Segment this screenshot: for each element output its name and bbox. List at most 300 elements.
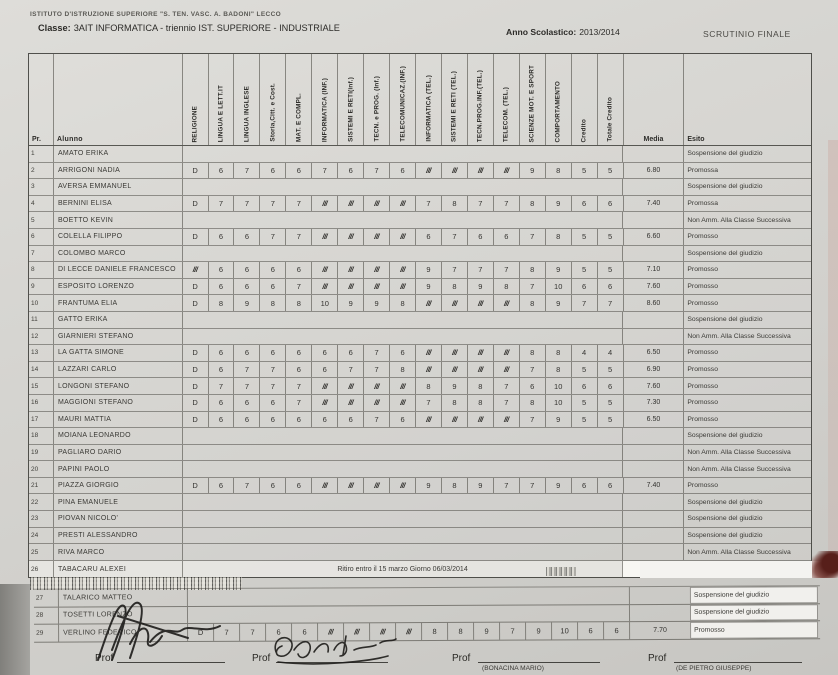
grade-cell: 9	[545, 412, 571, 428]
grade-cell: 7	[233, 378, 259, 394]
grade-cell: 6	[337, 345, 363, 361]
student-name: ARRIGONI NADIA	[53, 163, 182, 179]
grade-cell: ///	[389, 262, 415, 278]
grade-cell: 7	[415, 395, 441, 411]
media-cell	[622, 511, 683, 527]
student-name: PIAZZA GIORGIO	[53, 478, 182, 494]
subject-header-label: SISTEMI E RETI (TEL.)	[450, 70, 458, 142]
subject-header-label: SISTEMI E RETI(inf.)	[347, 77, 355, 142]
subject-header-label: TECN.PROG.INF.(TEL.)	[476, 69, 484, 142]
esito-cell: Promosso	[683, 279, 811, 295]
grade-cell: 7	[363, 345, 389, 361]
row-number: 23	[31, 515, 39, 523]
student-row	[29, 196, 811, 213]
row-number: 21	[31, 482, 39, 490]
grade-cell: 6	[285, 478, 311, 494]
row-number: 11	[31, 316, 38, 324]
student-name: AMATO ERIKA	[53, 146, 182, 162]
esito-cell: Promosso	[683, 345, 811, 361]
grade-cell: 6	[265, 624, 291, 641]
grade-cell: ///	[369, 623, 395, 640]
row-number: 6	[31, 233, 35, 241]
grade-cell: 7	[285, 196, 311, 212]
grade-cell: 7	[259, 229, 285, 245]
student-row	[29, 428, 811, 445]
subject-header-label: TECN. e PROG. (Inf.)	[373, 76, 381, 142]
grade-cell: ///	[182, 262, 208, 278]
scanner-edge-shadow	[0, 584, 30, 675]
student-row	[29, 362, 811, 379]
grade-cell: ///	[441, 362, 467, 378]
prof-label: Prof	[648, 653, 667, 664]
grade-cell: 7	[493, 478, 519, 494]
empty-grades-cell	[182, 146, 623, 162]
esito-cell: Promosso	[683, 229, 811, 245]
media-cell: 7.60	[623, 378, 684, 394]
grade-cell: 6	[259, 279, 285, 295]
media-cell	[622, 146, 683, 162]
row-number: 24	[31, 531, 39, 539]
grade-cell: 6	[415, 229, 441, 245]
grade-cell: 7	[493, 196, 519, 212]
grade-cell: 6	[285, 163, 311, 179]
grade-cell: 7	[493, 395, 519, 411]
row-number: 18	[31, 432, 39, 440]
grade-cell: 6	[259, 262, 285, 278]
grade-cell: ///	[415, 345, 441, 361]
grade-cell: 9	[467, 478, 493, 494]
prof-name: (BONACINA MARIO)	[482, 665, 544, 672]
grade-cell: 7	[311, 163, 337, 179]
row-number: 17	[31, 415, 39, 423]
row-number: 20	[31, 465, 39, 473]
red-ink-blotch	[812, 551, 838, 578]
grade-cell: ///	[441, 295, 467, 311]
media-cell: 7.40	[623, 478, 684, 494]
table-header-row	[29, 54, 811, 146]
grade-cell: 9	[473, 623, 499, 640]
grade-cell: 7	[441, 262, 467, 278]
esito-cell: Promosso	[683, 295, 811, 311]
grade-cell: 9	[415, 279, 441, 295]
esito-cell: Sospensione del giudizio	[683, 428, 811, 444]
grade-cell: 9	[525, 623, 551, 640]
grade-cell: 6	[285, 262, 311, 278]
empty-grades-cell	[187, 605, 629, 624]
column-header-label: Alunno	[56, 136, 83, 143]
grade-cell: 6	[291, 624, 317, 641]
subject-header	[441, 54, 467, 145]
grade-cell: 7	[499, 623, 525, 640]
empty-grades-cell	[182, 544, 623, 560]
row-number: 2	[31, 166, 35, 174]
row-number: 26	[31, 565, 39, 573]
subject-header-label: LINGUA E LETT.IT	[217, 84, 225, 142]
class-value: 3AIT INFORMATICA - triennio IST. SUPERIORE - INDUSTRIALE	[73, 23, 340, 33]
grade-cell: 5	[571, 163, 597, 179]
grade-cell: 5	[571, 395, 597, 411]
grade-cell: ///	[395, 623, 421, 640]
grade-cell: ///	[337, 395, 363, 411]
empty-grades-cell	[182, 494, 623, 510]
grade-cell: ///	[363, 395, 389, 411]
grade-cell: 6	[285, 362, 311, 378]
grade-cell: 6	[597, 378, 623, 394]
grade-cell: 6	[311, 412, 337, 428]
row-number: 4	[31, 200, 35, 208]
grade-cell: ///	[441, 163, 467, 179]
student-name: COLELLA FILIPPO	[53, 229, 182, 245]
grade-cell: 7	[441, 229, 467, 245]
grade-cell: 6	[259, 163, 285, 179]
subject-header-label: COMPORTAMENTO	[554, 80, 562, 142]
grade-cell: 6	[208, 262, 234, 278]
column-header-pr	[29, 54, 53, 145]
grade-cell: 5	[597, 262, 623, 278]
grade-cell: ///	[389, 378, 415, 394]
esito-cell: Non Amm. Alla Classe Successiva	[683, 461, 811, 477]
grade-cell: ///	[363, 279, 389, 295]
school-year-value: 2013/2014	[579, 27, 620, 37]
student-row	[29, 345, 811, 362]
grade-cell: 6	[259, 478, 285, 494]
grade-cell: 6	[285, 412, 311, 428]
grade-cell: 7	[285, 378, 311, 394]
student-row	[29, 163, 811, 180]
esito-cell: Sospensione del giudizio	[683, 312, 811, 328]
student-row	[29, 229, 811, 246]
row-number: 15	[31, 382, 39, 390]
grade-cell: D	[182, 362, 208, 378]
student-name: LA GATTA SIMONE	[53, 345, 182, 361]
student-row	[29, 544, 811, 561]
student-name: VERLINO FEDERICO	[58, 624, 187, 641]
student-name: PAGLIARO DARIO	[53, 445, 182, 461]
subject-header-label: TELECOMUNICAZ.(INF.)	[399, 66, 407, 142]
column-header-media	[623, 54, 684, 145]
grade-cell: 9	[233, 295, 259, 311]
media-cell: 6.80	[623, 163, 684, 179]
school-year-label: Anno Scolastico:	[506, 27, 577, 37]
student-row	[34, 621, 820, 642]
esito-cell: Promosso	[683, 362, 811, 378]
column-header-label: Media	[643, 136, 664, 143]
subject-header	[545, 54, 571, 145]
grade-cell: 6	[233, 229, 259, 245]
grade-cell: 9	[415, 262, 441, 278]
grade-cell: 7	[519, 412, 545, 428]
grade-cell: 9	[337, 295, 363, 311]
grade-cell: 6	[259, 412, 285, 428]
grade-cell: D	[182, 412, 208, 428]
grade-cell: 5	[597, 229, 623, 245]
row-number: 27	[35, 594, 44, 602]
grade-cell: 7	[415, 196, 441, 212]
grade-cell: 7	[285, 279, 311, 295]
grade-cell: 10	[545, 378, 571, 394]
grade-cell: 8	[545, 362, 571, 378]
student-name: BERNINI ELISA	[53, 196, 182, 212]
student-row	[29, 312, 811, 329]
grade-cell: ///	[363, 478, 389, 494]
media-cell	[622, 246, 683, 262]
grade-cell: 8	[441, 478, 467, 494]
row-number: 7	[31, 249, 35, 257]
student-name: BOETTO KEVIN	[53, 212, 182, 228]
esito-cell: Sospensione del giudizio	[690, 604, 818, 621]
grade-cell: ///	[311, 395, 337, 411]
media-cell: 6.90	[623, 362, 684, 378]
grade-cell: 7	[337, 362, 363, 378]
school-name: ISTITUTO D'ISTRUZIONE SUPERIORE "S. TEN. VASC. A. BADONI" LECCO	[30, 11, 282, 18]
subject-header	[259, 54, 285, 145]
grade-cell: 8	[285, 295, 311, 311]
row-number: 19	[31, 448, 39, 456]
row-number: 14	[31, 366, 39, 374]
student-name: PRESTI ALESSANDRO	[53, 528, 182, 544]
column-header-esito	[683, 54, 811, 145]
grade-cell: 6	[208, 362, 234, 378]
grade-cell: 9	[467, 279, 493, 295]
student-name: DI LECCE DANIELE FRANCESCO	[53, 262, 182, 278]
column-header-alunno	[53, 54, 182, 145]
student-name: MAURI MATTIA	[53, 412, 182, 428]
grade-cell: 7	[259, 362, 285, 378]
grade-cell: 8	[545, 163, 571, 179]
subject-header-label: Storia,Citt. e Cost.	[269, 83, 277, 142]
grade-cell: 6	[233, 279, 259, 295]
grade-cell: D	[182, 295, 208, 311]
grade-cell: 9	[519, 163, 545, 179]
grade-cell: 7	[213, 624, 239, 641]
grade-cell: 5	[597, 395, 623, 411]
grade-cell: 8	[519, 295, 545, 311]
grade-cell: 8	[389, 362, 415, 378]
grade-cell: ///	[363, 378, 389, 394]
grade-cell: 8	[519, 262, 545, 278]
grade-cell: ///	[415, 163, 441, 179]
grade-cell: 8	[389, 295, 415, 311]
grade-cell: ///	[467, 412, 493, 428]
student-row	[29, 445, 811, 462]
esito-cell: Sospensione del giudizio	[683, 179, 811, 195]
subject-header	[285, 54, 311, 145]
grade-cell: D	[182, 345, 208, 361]
grade-cell: 7	[285, 229, 311, 245]
media-cell	[622, 312, 683, 328]
grade-cell: ///	[441, 412, 467, 428]
subject-header	[415, 54, 441, 145]
grade-cell: 6	[208, 412, 234, 428]
student-name: PAPINI PAOLO	[53, 461, 182, 477]
grade-cell: 5	[597, 163, 623, 179]
grade-cell: ///	[493, 345, 519, 361]
grade-cell: ///	[311, 478, 337, 494]
prof-label: Prof	[452, 653, 471, 664]
signature-block	[252, 648, 270, 675]
class-info	[38, 23, 340, 33]
grade-cell: ///	[363, 196, 389, 212]
empty-grades-cell	[182, 528, 623, 544]
media-cell: 7.70	[629, 622, 690, 639]
grade-cell: 7	[233, 196, 259, 212]
grade-cell: 7	[493, 262, 519, 278]
student-row	[29, 246, 811, 263]
grade-cell: D	[187, 624, 213, 641]
student-name: FRANTUMA ELIA	[53, 295, 182, 311]
row-number: 29	[36, 629, 44, 637]
grade-cell: ///	[415, 295, 441, 311]
grade-cell: 7	[208, 378, 234, 394]
grade-cell: 6	[208, 395, 234, 411]
media-cell	[622, 329, 683, 345]
grade-cell: ///	[311, 229, 337, 245]
student-name: PINA EMANUELE	[53, 494, 182, 510]
subject-header-label: INFORMATICA (INF.)	[321, 77, 329, 142]
grade-cell: 7	[597, 295, 623, 311]
student-row	[29, 329, 811, 346]
esito-cell: Sospensione del giudizio	[683, 494, 811, 510]
student-row	[29, 295, 811, 312]
media-cell: 6.60	[623, 229, 684, 245]
grade-cell: 6	[571, 279, 597, 295]
grade-cell: 6	[597, 478, 623, 494]
signature-block	[452, 648, 544, 675]
grade-cell: 9	[545, 478, 571, 494]
media-cell: 7.60	[623, 279, 684, 295]
grade-cell: 6	[389, 163, 415, 179]
subject-header-label: LINGUA INGLESE	[243, 85, 251, 142]
grade-cell: 10	[551, 623, 577, 640]
grade-cell: 8	[259, 295, 285, 311]
row-number: 28	[35, 612, 44, 620]
grade-cell: ///	[337, 229, 363, 245]
student-row	[29, 279, 811, 296]
student-row	[29, 478, 811, 495]
prof-label: Prof	[95, 653, 114, 664]
row-number: 5	[31, 216, 35, 224]
grade-cell: 5	[597, 412, 623, 428]
grade-cell: 6	[571, 478, 597, 494]
grade-cell: 7	[467, 196, 493, 212]
grade-cell: 6	[337, 163, 363, 179]
subject-header	[571, 54, 597, 145]
grade-cell: 8	[467, 395, 493, 411]
media-cell: 7.10	[623, 262, 684, 278]
grade-cell: 9	[363, 295, 389, 311]
student-name: TOSETTI LORENZO	[58, 607, 187, 624]
grade-cell: 7	[467, 262, 493, 278]
row-number: 25	[31, 548, 39, 556]
media-cell	[622, 528, 683, 544]
grade-cell: 6	[603, 622, 629, 639]
grade-cell: 5	[571, 412, 597, 428]
grade-cell: ///	[337, 378, 363, 394]
subject-header	[208, 54, 234, 145]
grade-cell: 6	[208, 163, 234, 179]
grade-cell: 10	[545, 395, 571, 411]
grade-cell: 8	[208, 295, 234, 311]
grade-cell: 7	[208, 196, 234, 212]
student-name: MAGGIONI STEFANO	[53, 395, 182, 411]
grade-cell: 6	[208, 478, 234, 494]
esito-cell: Non Amm. Alla Classe Successiva	[683, 544, 811, 560]
esito-cell: Promosso	[683, 478, 811, 494]
grade-cell: D	[182, 395, 208, 411]
subject-header	[337, 54, 363, 145]
school-year	[506, 27, 620, 37]
grade-cell: ///	[311, 196, 337, 212]
grade-cell: D	[182, 478, 208, 494]
grades-table-fragment	[34, 585, 820, 642]
grade-cell: 9	[545, 196, 571, 212]
subject-header-label: SCIENZE MOT. E SPORT	[528, 64, 536, 142]
subject-header-label: Totale Credito	[606, 97, 614, 142]
grade-cell: ///	[493, 362, 519, 378]
student-name: PIOVAN NICOLO'	[53, 511, 182, 527]
subject-header-label: INFORMATICA (TEL.)	[425, 75, 433, 142]
grade-cell: 7	[363, 163, 389, 179]
student-row	[29, 511, 811, 528]
signature-block	[95, 648, 113, 675]
grade-cell: ///	[467, 362, 493, 378]
scan-glitch-artifact-small	[546, 567, 576, 576]
grade-cell: 8	[519, 395, 545, 411]
grade-cell: 4	[571, 345, 597, 361]
class-label: Classe:	[38, 23, 71, 33]
student-row	[29, 461, 811, 478]
subject-header	[467, 54, 493, 145]
grade-cell: D	[182, 279, 208, 295]
esito-cell: Promossa	[683, 196, 811, 212]
empty-grades-cell	[182, 212, 623, 228]
media-cell	[622, 428, 683, 444]
media-cell: 8.60	[623, 295, 684, 311]
grade-cell: 6	[519, 378, 545, 394]
grade-cell: ///	[493, 163, 519, 179]
subject-header-label: RELIGIONE	[191, 105, 199, 142]
withdrawal-note: Ritiro entro il 15 marzo Giorno 06/03/2014	[182, 561, 623, 578]
grade-cell: ///	[363, 262, 389, 278]
empty-grades-cell	[182, 445, 623, 461]
empty-grades-cell	[182, 312, 623, 328]
esito-cell: Sospensione del giudizio	[690, 586, 818, 603]
signature-line	[276, 662, 388, 663]
grades-table	[28, 53, 812, 578]
grade-cell: 7	[259, 378, 285, 394]
empty-grades-cell	[182, 461, 623, 477]
grade-cell: ///	[467, 163, 493, 179]
esito-cell: Non Amm. Alla Classe Successiva	[683, 329, 811, 345]
subject-header	[233, 54, 259, 145]
grade-cell: 8	[441, 196, 467, 212]
grade-cell: 6	[389, 412, 415, 428]
signature-block	[648, 648, 752, 675]
grade-cell: ///	[311, 279, 337, 295]
grade-cell: D	[182, 378, 208, 394]
row-number: 13	[31, 349, 39, 357]
prof-name: (DE PIETRO GIUSEPPE)	[676, 665, 752, 672]
grade-cell: 6	[467, 229, 493, 245]
signature-line	[117, 662, 225, 663]
student-row	[29, 262, 811, 279]
grade-cell: 6	[597, 196, 623, 212]
media-cell: 6.50	[623, 412, 684, 428]
grade-cell: ///	[363, 229, 389, 245]
grade-cell: ///	[389, 478, 415, 494]
grade-cell: ///	[317, 624, 343, 641]
grade-cell: 6	[259, 345, 285, 361]
